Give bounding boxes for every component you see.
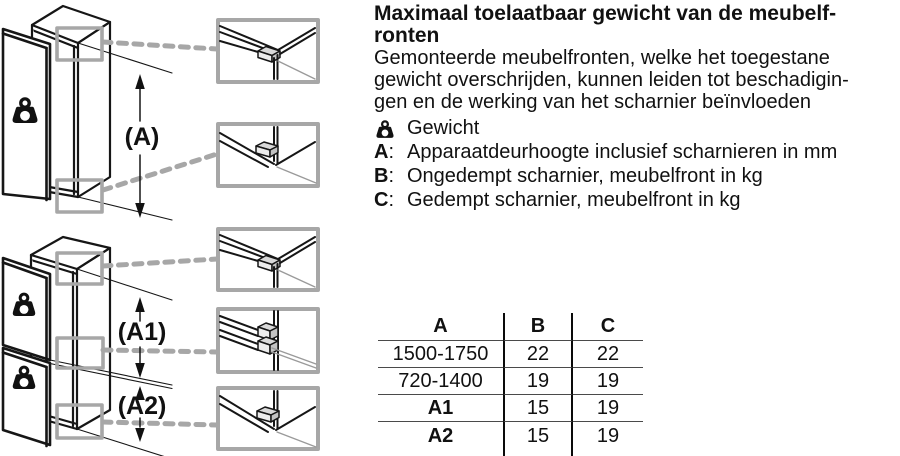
legend-key: C xyxy=(374,189,389,211)
weight-table xyxy=(378,313,643,456)
table-cell: 22 xyxy=(503,341,573,368)
legend-separator: : xyxy=(388,165,395,187)
table-cell: 19 xyxy=(596,425,620,447)
table-cell: 1500-1750 xyxy=(378,341,503,368)
legend-item-weight xyxy=(374,116,900,140)
legend-key: A xyxy=(374,141,389,163)
weight-icon xyxy=(374,118,396,141)
legend-label: Apparaatdeurhoogte inclusief scharnieren in mm xyxy=(407,141,838,163)
legend-label: Gewicht xyxy=(407,117,480,139)
dimension-a1 xyxy=(118,297,167,378)
table-cell: 15 xyxy=(503,422,573,456)
intro-paragraph-line3: gen en de werking van het scharnier beïnvloeden xyxy=(374,91,811,113)
hinge-detail-box-bottom xyxy=(218,388,318,449)
projection-line-bottom xyxy=(78,197,172,220)
callout-leader-top xyxy=(103,259,217,266)
page-title xyxy=(374,3,900,47)
hinge-detail-box-bottom xyxy=(218,124,318,186)
projection-line-bottom xyxy=(77,429,172,456)
table-cell: 22 xyxy=(573,341,643,368)
table-cell: 19 xyxy=(573,395,643,422)
table-cell: 19 xyxy=(573,368,643,395)
legend-label: Ongedempt scharnier, meubelfront in kg xyxy=(407,165,763,187)
hinge-detail-box-top xyxy=(218,20,318,82)
table-header-b: B xyxy=(503,313,573,341)
legend-separator: : xyxy=(388,141,395,163)
intro-paragraph-line2: gewicht overschrijden, kunnen leiden tot beschadigin- xyxy=(374,69,849,91)
table-cell: A1 xyxy=(378,395,503,422)
table-cell: A2 xyxy=(427,425,454,447)
door-panel xyxy=(3,29,50,200)
dimension-a-label: (A) xyxy=(124,123,160,151)
table-header-a: A xyxy=(378,313,503,341)
dimension-a2 xyxy=(118,386,167,442)
dimension-a1-label: (A1) xyxy=(117,318,167,346)
legend xyxy=(374,116,900,212)
table-cell: 19 xyxy=(503,368,573,395)
hinge-callout-middle xyxy=(57,338,103,368)
appliance-double-door-diagram xyxy=(3,229,318,456)
page-title-line1: Maximaal toelaatbaar gewicht van de meubelf- xyxy=(374,2,837,25)
door-panel-lower xyxy=(3,348,50,446)
dimension-a2-label: (A2) xyxy=(117,392,167,420)
text-column xyxy=(374,3,900,212)
intro-paragraph xyxy=(374,47,900,113)
callout-leader-middle xyxy=(103,350,217,352)
page-title-line2: ronten xyxy=(374,24,440,47)
legend-key: B xyxy=(374,165,389,187)
legend-item-a xyxy=(374,140,900,164)
callout-leader-top xyxy=(103,42,217,49)
legend-item-c xyxy=(374,188,900,212)
hinge-detail-box-top xyxy=(218,229,318,290)
table-cell: 720-1400 xyxy=(378,368,503,395)
legend-separator: : xyxy=(388,189,395,211)
installation-diagrams xyxy=(0,0,370,456)
intro-paragraph-line1: Gemonteerde meubelfronten, welke het toegestane xyxy=(374,47,830,69)
legend-item-b xyxy=(374,164,900,188)
table-header-c: C xyxy=(573,313,643,341)
legend-label: Gedempt scharnier, meubelfront in kg xyxy=(407,189,741,211)
callout-leader-bottom xyxy=(103,422,217,425)
callout-leader-bottom xyxy=(103,154,217,190)
table-cell: 15 xyxy=(503,395,573,422)
door-panel-upper xyxy=(3,258,50,361)
hinge-detail-box-middle xyxy=(218,309,318,372)
dimension-a xyxy=(125,74,160,218)
appliance-single-door-diagram xyxy=(3,6,318,220)
